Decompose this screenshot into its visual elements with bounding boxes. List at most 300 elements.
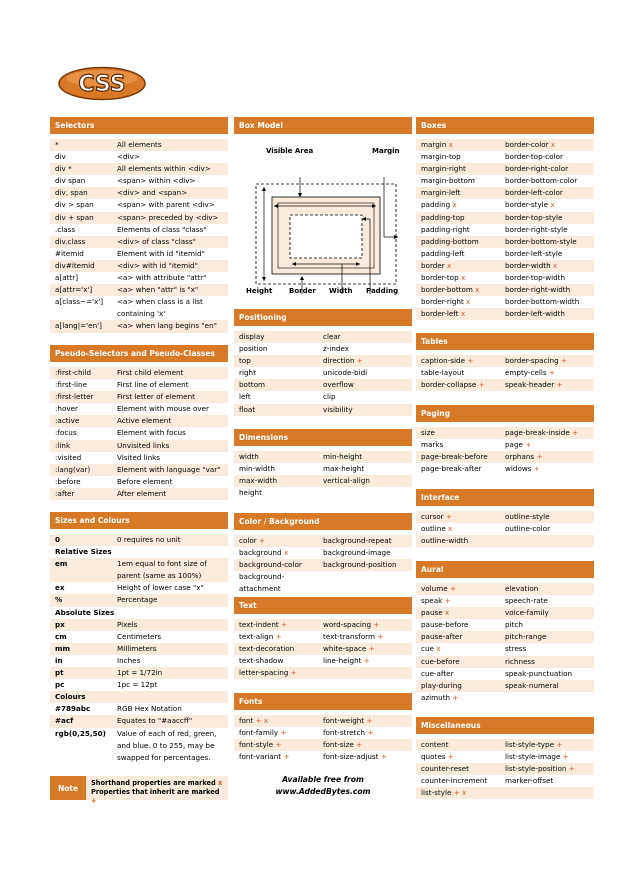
property-name: cursor bbox=[421, 512, 444, 521]
property-mark: x bbox=[452, 200, 457, 210]
property-name: float bbox=[239, 404, 256, 414]
property-name: border-left-width bbox=[505, 309, 565, 319]
property-name: pitch-range bbox=[505, 632, 547, 642]
property-cell bbox=[416, 583, 505, 595]
property-mark: x bbox=[475, 285, 480, 295]
property-cell bbox=[505, 643, 594, 655]
row-key: px bbox=[55, 619, 65, 629]
property-name: border-top-color bbox=[505, 152, 563, 162]
property-cell bbox=[505, 308, 594, 320]
fonts-section bbox=[234, 693, 412, 763]
row-desc: Height of lower case "x" bbox=[117, 583, 204, 593]
property-name: font-style bbox=[239, 740, 274, 750]
property-row bbox=[234, 367, 412, 379]
property-name: border-right bbox=[421, 297, 464, 307]
property-row bbox=[234, 751, 412, 763]
property-cell bbox=[323, 463, 412, 475]
table-row bbox=[50, 260, 228, 272]
row-desc: 1pt = 1/72in bbox=[117, 668, 163, 678]
row-key: pc bbox=[55, 680, 65, 690]
property-cell bbox=[234, 355, 323, 367]
property-name: background-color bbox=[239, 560, 302, 570]
property-name: border-bottom-color bbox=[505, 176, 578, 186]
property-name: word-spacing bbox=[323, 620, 372, 629]
property-cell bbox=[505, 379, 594, 391]
property-row bbox=[416, 260, 594, 272]
property-cell bbox=[416, 523, 505, 535]
dimensions-section bbox=[234, 429, 412, 499]
property-cell bbox=[416, 224, 505, 236]
property-name: table-layout bbox=[421, 368, 465, 378]
row-desc: First child element bbox=[117, 368, 184, 377]
property-name: speak bbox=[421, 596, 443, 606]
property-row bbox=[234, 559, 412, 571]
property-row bbox=[416, 523, 594, 535]
table-row bbox=[50, 236, 228, 248]
row-key: :hover bbox=[55, 404, 79, 414]
row-key: div, span bbox=[55, 188, 88, 198]
property-name: page-break-before bbox=[421, 452, 488, 462]
aural-header: Aural bbox=[416, 561, 594, 578]
property-cell bbox=[234, 391, 323, 403]
property-name: pause bbox=[421, 608, 443, 618]
property-cell bbox=[416, 260, 505, 272]
property-mark: + bbox=[380, 752, 387, 762]
property-cell bbox=[234, 535, 323, 547]
property-row bbox=[416, 535, 594, 547]
misc-section bbox=[416, 717, 594, 799]
property-cell bbox=[505, 139, 594, 151]
boxes-section bbox=[416, 117, 594, 320]
table-row bbox=[50, 558, 228, 582]
note-text bbox=[86, 776, 228, 805]
table-row bbox=[50, 199, 228, 211]
row-desc: First letter of element bbox=[117, 392, 195, 402]
table-row bbox=[50, 488, 228, 500]
property-mark: + bbox=[445, 512, 452, 521]
property-cell bbox=[234, 547, 323, 559]
row-desc: 1em equal to font size of parent (same as 100%) bbox=[117, 559, 207, 581]
property-cell bbox=[416, 680, 505, 692]
property-mark: x bbox=[448, 140, 453, 149]
property-row bbox=[234, 727, 412, 739]
table-row bbox=[50, 248, 228, 260]
positioning-header: Positioning bbox=[234, 309, 412, 326]
table-row bbox=[50, 272, 228, 284]
row-key: #itemid bbox=[55, 248, 84, 258]
property-row bbox=[416, 511, 594, 523]
property-cell bbox=[505, 199, 594, 211]
property-cell bbox=[234, 367, 323, 379]
property-cell bbox=[416, 272, 505, 284]
property-name: border-bottom bbox=[421, 285, 473, 295]
table-row bbox=[50, 582, 228, 594]
property-mark: x bbox=[448, 524, 453, 534]
row-key: ex bbox=[55, 583, 65, 593]
property-mark: + bbox=[447, 752, 454, 762]
row-desc bbox=[117, 691, 228, 703]
property-mark: + bbox=[568, 764, 575, 774]
property-cell bbox=[416, 511, 505, 523]
property-cell bbox=[505, 175, 594, 187]
row-key: :lang(var) bbox=[55, 464, 91, 474]
property-row bbox=[416, 308, 594, 320]
property-cell bbox=[323, 535, 412, 547]
table-row bbox=[50, 403, 228, 415]
property-row bbox=[416, 439, 594, 451]
property-name: font bbox=[239, 716, 254, 725]
property-row bbox=[234, 619, 412, 631]
property-cell bbox=[505, 763, 594, 775]
table-row bbox=[50, 715, 228, 727]
property-cell bbox=[234, 331, 323, 343]
property-row bbox=[416, 224, 594, 236]
interface-section bbox=[416, 489, 594, 547]
property-cell bbox=[416, 284, 505, 296]
paging-section bbox=[416, 405, 594, 475]
property-cell bbox=[416, 139, 505, 151]
box-model-diagram bbox=[234, 139, 412, 309]
property-cell bbox=[505, 151, 594, 163]
property-cell bbox=[416, 739, 505, 751]
property-cell bbox=[505, 595, 594, 607]
property-mark: + bbox=[366, 716, 373, 725]
property-cell bbox=[505, 367, 594, 379]
property-name: marks bbox=[421, 440, 444, 450]
property-row bbox=[416, 787, 594, 799]
row-desc: Equates to "#aaccff" bbox=[117, 716, 193, 726]
table-row bbox=[50, 139, 228, 151]
table-row bbox=[50, 546, 228, 558]
property-cell bbox=[416, 692, 505, 704]
property-mark: + bbox=[467, 356, 474, 365]
property-name: voice-family bbox=[505, 608, 549, 618]
row-key: .class bbox=[55, 224, 76, 234]
aural-section bbox=[416, 561, 594, 704]
property-cell bbox=[416, 212, 505, 224]
table-row bbox=[50, 284, 228, 296]
property-mark: x bbox=[466, 297, 471, 307]
property-cell bbox=[416, 187, 505, 199]
property-cell bbox=[505, 511, 594, 523]
row-key: a[class~='x'] bbox=[55, 297, 104, 307]
property-cell bbox=[505, 739, 594, 751]
property-cell bbox=[416, 631, 505, 643]
property-cell bbox=[416, 248, 505, 260]
property-cell bbox=[505, 439, 594, 451]
property-name: border-left-style bbox=[505, 248, 563, 258]
property-name: margin-left bbox=[421, 188, 461, 198]
property-mark: + bbox=[562, 752, 569, 762]
property-cell bbox=[323, 643, 412, 655]
property-name: widows bbox=[505, 464, 532, 474]
property-cell bbox=[416, 595, 505, 607]
property-cell bbox=[323, 367, 412, 379]
property-cell bbox=[323, 727, 412, 739]
property-name: page-break-inside bbox=[505, 428, 570, 437]
note-line1: Shorthand properties are marked bbox=[91, 779, 216, 787]
property-name: direction bbox=[323, 356, 355, 366]
property-cell bbox=[234, 404, 323, 416]
property-row bbox=[416, 379, 594, 391]
property-cell bbox=[323, 655, 412, 667]
row-key: div * bbox=[55, 164, 72, 174]
table-row bbox=[50, 679, 228, 691]
property-name: width bbox=[239, 452, 259, 461]
property-cell bbox=[416, 427, 505, 439]
property-mark: + bbox=[356, 356, 363, 366]
property-cell bbox=[416, 367, 505, 379]
row-desc: Element with focus bbox=[117, 428, 186, 438]
row-key: :link bbox=[55, 440, 71, 450]
row-key: div.class bbox=[55, 236, 86, 246]
footer-credit bbox=[234, 774, 412, 798]
property-row bbox=[416, 656, 594, 668]
row-desc: <span> within <div> bbox=[117, 176, 196, 186]
border-label: Border bbox=[289, 287, 316, 295]
property-name: white-space bbox=[323, 644, 367, 654]
misc-header: Miscellaneous bbox=[416, 717, 594, 734]
property-cell bbox=[505, 631, 594, 643]
property-row bbox=[234, 475, 412, 487]
property-name: border-collapse bbox=[421, 380, 477, 390]
property-row bbox=[234, 379, 412, 391]
row-desc: First line of element bbox=[117, 380, 189, 390]
property-mark: + bbox=[290, 668, 297, 678]
property-cell bbox=[505, 583, 594, 595]
property-name: cue-after bbox=[421, 668, 454, 678]
property-name: font-family bbox=[239, 728, 279, 738]
row-desc: All elements bbox=[117, 140, 162, 149]
property-name: richness bbox=[505, 656, 535, 666]
property-name: list-style-position bbox=[505, 764, 567, 774]
property-cell bbox=[416, 296, 505, 308]
property-row bbox=[234, 391, 412, 403]
row-desc: After element bbox=[117, 488, 167, 498]
table-row bbox=[50, 691, 228, 703]
row-desc: Inches bbox=[117, 655, 141, 665]
property-row bbox=[416, 775, 594, 787]
row-desc: <div> bbox=[117, 152, 140, 162]
sizes-header: Sizes and Colours bbox=[50, 512, 228, 529]
table-row bbox=[50, 296, 228, 320]
property-row bbox=[234, 547, 412, 559]
property-cell bbox=[505, 523, 594, 535]
table-row bbox=[50, 212, 228, 224]
row-key: #acf bbox=[55, 716, 74, 726]
row-key: :before bbox=[55, 476, 81, 486]
property-row bbox=[416, 272, 594, 284]
property-name: cue-before bbox=[421, 656, 460, 666]
property-cell bbox=[505, 355, 594, 367]
property-name: border-left bbox=[421, 309, 459, 319]
property-name: font-stretch bbox=[323, 728, 366, 738]
property-name: unicode-bidi bbox=[323, 368, 368, 378]
row-desc: Millimeters bbox=[117, 643, 157, 653]
property-name: border-style bbox=[505, 200, 549, 210]
property-mark: + bbox=[377, 632, 384, 642]
property-row bbox=[416, 296, 594, 308]
note-line2: Properties that inherit are marked bbox=[91, 788, 220, 796]
property-name: padding bbox=[421, 200, 451, 210]
table-row bbox=[50, 224, 228, 236]
property-name: pause-before bbox=[421, 620, 469, 630]
property-name: outline-width bbox=[421, 536, 469, 546]
property-mark: + bbox=[444, 596, 451, 606]
table-row bbox=[50, 187, 228, 199]
property-row bbox=[416, 619, 594, 631]
row-desc: Visited links bbox=[117, 452, 161, 462]
boxmodel-header: Box Model bbox=[234, 117, 412, 134]
property-name: border-bottom-style bbox=[505, 236, 577, 246]
property-name: border-right-style bbox=[505, 224, 568, 234]
property-name: min-width bbox=[239, 464, 275, 474]
property-name: background bbox=[239, 548, 282, 558]
property-cell bbox=[505, 248, 594, 260]
property-cell bbox=[416, 308, 505, 320]
property-cell bbox=[234, 655, 323, 667]
property-cell bbox=[505, 751, 594, 763]
row-key: a[lang|='en'] bbox=[55, 321, 102, 331]
row-key: :focus bbox=[55, 428, 77, 438]
property-mark: x bbox=[460, 309, 466, 319]
property-row bbox=[416, 212, 594, 224]
property-row bbox=[416, 607, 594, 619]
table-row bbox=[50, 151, 228, 163]
property-row bbox=[416, 668, 594, 680]
row-desc: <div> with id "itemid" bbox=[117, 260, 198, 270]
property-name: stress bbox=[505, 644, 527, 654]
property-cell bbox=[416, 535, 505, 547]
table-row bbox=[50, 427, 228, 439]
property-row bbox=[416, 427, 594, 439]
property-row bbox=[234, 463, 412, 475]
property-cell bbox=[234, 571, 323, 595]
property-name: marker-offset bbox=[505, 776, 554, 786]
property-name: font-variant bbox=[239, 752, 282, 762]
boxmodel-section bbox=[234, 117, 412, 309]
property-mark: + bbox=[368, 644, 375, 654]
property-name: speak-numeral bbox=[505, 680, 559, 690]
property-name: font-size bbox=[323, 740, 354, 750]
property-cell bbox=[416, 163, 505, 175]
dimensions-header: Dimensions bbox=[234, 429, 412, 446]
property-cell bbox=[416, 379, 505, 391]
row-desc bbox=[117, 546, 228, 558]
property-row bbox=[416, 163, 594, 175]
pseudo-header: Pseudo-Selectors and Pseudo-Classes bbox=[50, 345, 228, 362]
row-key: :first-child bbox=[55, 368, 92, 377]
property-mark: + bbox=[363, 656, 370, 666]
property-name: clear bbox=[323, 332, 341, 341]
property-mark: + bbox=[572, 428, 579, 437]
row-desc: Active element bbox=[117, 416, 172, 426]
property-name: counter-increment bbox=[421, 776, 488, 786]
property-row bbox=[416, 763, 594, 775]
property-mark: + bbox=[452, 692, 459, 702]
property-name: border-top-width bbox=[505, 273, 566, 283]
table-row bbox=[50, 667, 228, 679]
row-desc bbox=[117, 607, 228, 619]
property-name: z-index bbox=[323, 344, 350, 354]
property-name: vertical-align bbox=[323, 476, 370, 486]
property-mark: x bbox=[552, 260, 558, 270]
property-name: page bbox=[505, 440, 523, 450]
property-cell bbox=[416, 151, 505, 163]
tables-header: Tables bbox=[416, 333, 594, 350]
property-row bbox=[416, 355, 594, 367]
property-name: letter-spacing bbox=[239, 668, 289, 678]
property-cell bbox=[234, 631, 323, 643]
property-name: border-width bbox=[505, 260, 551, 270]
property-row bbox=[416, 187, 594, 199]
row-key: #789abc bbox=[55, 704, 91, 714]
property-mark: + bbox=[560, 356, 567, 365]
row-key: :first-line bbox=[55, 380, 88, 390]
property-name: background-position bbox=[323, 560, 397, 570]
property-cell bbox=[505, 260, 594, 272]
visible-area-label: Visible Area bbox=[266, 147, 314, 155]
property-cell bbox=[323, 355, 412, 367]
row-desc: <div> of class "class" bbox=[117, 236, 196, 246]
property-row bbox=[416, 139, 594, 151]
table-row bbox=[50, 379, 228, 391]
property-row bbox=[234, 331, 412, 343]
property-name: max-height bbox=[323, 464, 365, 474]
row-key: Absolute Sizes bbox=[55, 607, 115, 617]
property-mark: x bbox=[447, 260, 452, 270]
property-cell bbox=[416, 236, 505, 248]
note-box bbox=[50, 776, 228, 805]
row-key: cm bbox=[55, 631, 67, 641]
table-row bbox=[50, 175, 228, 187]
property-row bbox=[234, 643, 412, 655]
property-name: overflow bbox=[323, 380, 354, 390]
property-mark: + bbox=[367, 728, 374, 738]
property-name: position bbox=[239, 344, 268, 354]
property-cell bbox=[505, 284, 594, 296]
text-header: Text bbox=[234, 597, 412, 614]
property-row bbox=[416, 463, 594, 475]
row-key: :after bbox=[55, 488, 75, 498]
row-key: * bbox=[55, 140, 59, 149]
table-row bbox=[50, 703, 228, 715]
property-row bbox=[234, 631, 412, 643]
row-desc: RGB Hex Notation bbox=[117, 704, 182, 714]
row-desc: <a> with attribute "attr" bbox=[117, 273, 207, 283]
property-name: margin bbox=[421, 140, 447, 149]
property-cell bbox=[416, 355, 505, 367]
property-name: counter-reset bbox=[421, 764, 469, 774]
row-desc: Centimeters bbox=[117, 631, 162, 641]
property-row bbox=[416, 367, 594, 379]
property-cell bbox=[323, 571, 412, 595]
property-cell bbox=[416, 763, 505, 775]
row-key: mm bbox=[55, 643, 70, 653]
row-desc: Before element bbox=[117, 476, 173, 486]
property-name: empty-cells bbox=[505, 368, 547, 378]
property-name: speak-header bbox=[505, 380, 555, 390]
row-desc: <a> when class is a list containing 'x' bbox=[117, 297, 203, 319]
property-cell bbox=[505, 163, 594, 175]
property-name: text-align bbox=[239, 632, 274, 642]
property-cell bbox=[323, 667, 412, 679]
footer-url[interactable]: www.AddedBytes.com bbox=[275, 787, 371, 796]
property-cell bbox=[505, 224, 594, 236]
property-row bbox=[416, 284, 594, 296]
row-key: div span bbox=[55, 176, 86, 186]
property-row bbox=[416, 643, 594, 655]
